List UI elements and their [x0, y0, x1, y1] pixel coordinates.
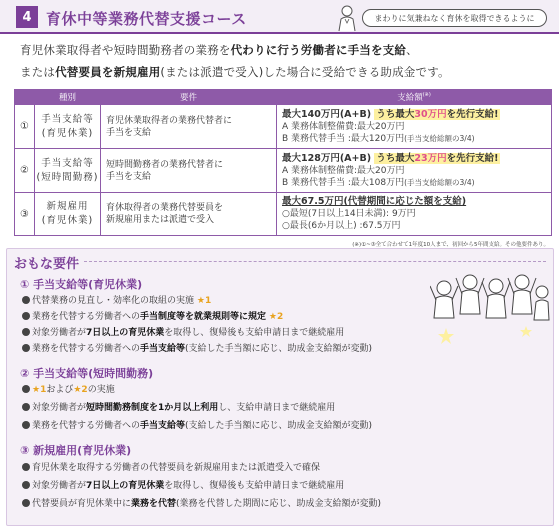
bullet-icon: [22, 403, 30, 411]
item-text: (支給した手当額に応じ、助成金支給額が変動): [185, 344, 373, 354]
advance-text: を先行支給!: [446, 152, 499, 164]
tagline-bubble: まわりに気兼ねなく育休を取得できるように: [362, 9, 547, 27]
requirement-item: [22, 341, 372, 354]
item-text: 業務を代替する労働者への: [32, 344, 141, 354]
kind-sub: (育児休業): [41, 215, 94, 226]
item-emphasis: 7日以上の育児休業: [86, 481, 165, 491]
amount-min: ○最短(7日以上14日未満): 9万円: [282, 209, 416, 219]
table-row: [15, 193, 552, 236]
item-text: 対象労働者が: [32, 328, 87, 338]
amount-b-text: B 業務代替手当 :最大108万円: [282, 177, 405, 188]
item-text: を取得し、復帰後も支給申請日まで継続雇用: [164, 481, 345, 491]
intro-text: または: [20, 65, 56, 79]
item-text: 業務を代替する労働者への: [32, 312, 141, 322]
amount-b: [282, 133, 546, 145]
row-amount: [277, 105, 552, 149]
amount-b: [282, 177, 546, 189]
item-emphasis: 手当支給等: [140, 421, 186, 431]
amount-max: ○最長(6か月以上) :67.5万円: [282, 221, 401, 231]
table-header-row: [15, 90, 552, 105]
item-text: 代替業務の見直し・効率化の取組の実施: [32, 296, 195, 306]
requirement-item: [22, 460, 320, 473]
kind-sub: (育児休業): [41, 127, 94, 139]
amount-total: 最大128万円(A+B): [282, 152, 372, 164]
advance-amount: 23万円: [414, 152, 447, 164]
requirement-item: [22, 400, 335, 413]
item-text: 対象労働者が: [32, 481, 87, 491]
table-row: [15, 149, 552, 193]
row-kind: [35, 193, 101, 236]
item-text: および: [46, 385, 74, 395]
req-text: 新規雇用または派遣で受入: [106, 215, 215, 225]
item-emphasis: 手当支給等: [140, 344, 186, 354]
row-kind: [35, 149, 101, 193]
req-text: 手当を支給: [106, 127, 152, 138]
intro-line-2: [20, 64, 550, 80]
intro-text: (または派遣で受入)した場合に受給できる助成金です。: [160, 65, 450, 79]
header-kind: 種別: [35, 90, 101, 105]
star-icon: ★1: [32, 385, 47, 395]
item-text: 業務を代替する労働者への: [32, 421, 141, 431]
intro-text: 育児休業取得者や短時間勤務者の業務を: [20, 43, 231, 57]
intro-emphasis: 代替要員を新規雇用: [55, 65, 161, 79]
row-number: ②: [15, 149, 35, 193]
amount-a: A 業務体制整備費:最大20万円: [282, 165, 405, 176]
requirement-item: [22, 293, 211, 306]
table-row: [15, 105, 552, 149]
row-requirement: [101, 193, 277, 236]
req-text: 育休取得者の業務代替要員を: [106, 203, 224, 213]
advance-payment-highlight: [374, 153, 500, 164]
bullet-icon: [22, 463, 30, 471]
item-text: (支給した手当額に応じ、助成金支給額が変動): [185, 421, 373, 431]
item-emphasis: 短時間勤務制度を1か月以上利用: [86, 403, 219, 413]
advance-amount: 30万円: [414, 108, 447, 120]
requirement-item: [22, 382, 115, 395]
amount-b-note: (手当支給総額の3/4): [404, 133, 475, 143]
bullet-icon: [22, 481, 30, 489]
row-requirement: [101, 105, 277, 149]
bullet-icon: [22, 328, 30, 336]
row-number: ①: [15, 105, 35, 149]
amount-main: [282, 153, 546, 165]
group-title-3: ③ 新規雇用(育児休業): [20, 444, 132, 457]
item-text: を取得し、復帰後も支給申請日まで継続雇用: [164, 328, 345, 338]
dashed-divider: [84, 261, 546, 262]
requirement-item: [22, 309, 283, 322]
amount-total: 最大67.5万円(代替期間に応じた額を支給): [282, 196, 467, 207]
kind-label: 手当支給等: [41, 113, 94, 125]
requirement-item: [22, 478, 344, 491]
item-emphasis: 手当制度等を就業規則等に規定: [140, 312, 267, 322]
requirement-item: [22, 418, 372, 431]
section-title: 育休中等業務代替支援コース: [46, 10, 247, 28]
intro-line-1: [20, 42, 550, 58]
item-text: (業務を代替した期間に応じ、助成金支給額が変動): [176, 499, 382, 509]
header-amount-label: 支給額: [397, 93, 423, 103]
advance-text: うち最大: [376, 152, 415, 164]
intro-text: 、: [406, 43, 418, 57]
item-text: し、支給申請日まで継続雇用: [218, 403, 336, 413]
header-requirement: 要件: [101, 90, 277, 105]
amount-main: [282, 109, 546, 121]
item-text: 育児休業を取得する労働者の代替要員を新規雇用または派遣受入で確保: [32, 463, 321, 473]
people-illustration: [430, 268, 550, 346]
requirements-title: おもな要件: [14, 257, 80, 272]
kind-label: 新規雇用: [46, 201, 89, 212]
amount-total: 最大140万円(A+B): [282, 108, 372, 120]
advance-text: うち最大: [376, 108, 415, 120]
bullet-icon: [22, 499, 30, 507]
item-text: 対象労働者が: [32, 403, 87, 413]
star-icon: ★1: [196, 296, 212, 306]
group-title-1: ① 手当支給等(育児休業): [20, 278, 143, 291]
amount-a: A 業務体制整備費:最大20万円: [282, 121, 405, 132]
row-number: ③: [15, 193, 35, 236]
item-text: 代替要員が育児休業中に: [32, 499, 132, 509]
req-text: 短時間勤務者の業務代替者に: [106, 159, 224, 170]
row-requirement: [101, 149, 277, 193]
row-kind: [35, 105, 101, 149]
section-header: [0, 0, 559, 34]
requirement-item: [22, 496, 381, 509]
amount-b-note: (手当支給総額の3/4): [404, 177, 475, 187]
advance-text: を先行支給!: [446, 108, 499, 120]
intro-emphasis: 代わりに行う労働者に手当を支給: [230, 43, 407, 57]
item-emphasis: 7日以上の育児休業: [86, 328, 165, 338]
bullet-icon: [22, 344, 30, 352]
item-text: の実施: [87, 385, 115, 395]
kind-label: 手当支給等: [41, 157, 94, 169]
group-title-2: ② 手当支給等(短時間勤務): [20, 367, 154, 380]
req-text: 育児休業取得者の業務代替者に: [106, 115, 233, 126]
row-amount: [277, 193, 552, 236]
item-emphasis: 業務を代替: [131, 499, 177, 509]
bullet-icon: [22, 421, 30, 429]
row-amount: [277, 149, 552, 193]
bullet-icon: [22, 312, 30, 320]
amount-b-text: B 業務代替手当 :最大120万円: [282, 133, 405, 144]
bullet-icon: [22, 385, 30, 393]
req-text: 手当を支給: [106, 171, 152, 182]
table-footnote: (※)①~③全て合わせて1年度10人まで、初回から5年間支給。その他要件あり。: [352, 242, 549, 248]
section-number: 4: [16, 6, 38, 28]
person-icon: [336, 4, 358, 32]
bullet-icon: [22, 296, 30, 304]
star-icon: ★2: [268, 312, 284, 322]
requirement-item: [22, 325, 344, 338]
advance-payment-highlight: [374, 109, 500, 120]
header-amount: [277, 90, 552, 105]
star-icon: ★2: [73, 385, 88, 395]
header-blank: [15, 90, 35, 105]
grant-table: [14, 89, 552, 236]
header-amount-note: (※): [422, 92, 431, 99]
kind-sub: (短時間勤務): [36, 171, 99, 183]
